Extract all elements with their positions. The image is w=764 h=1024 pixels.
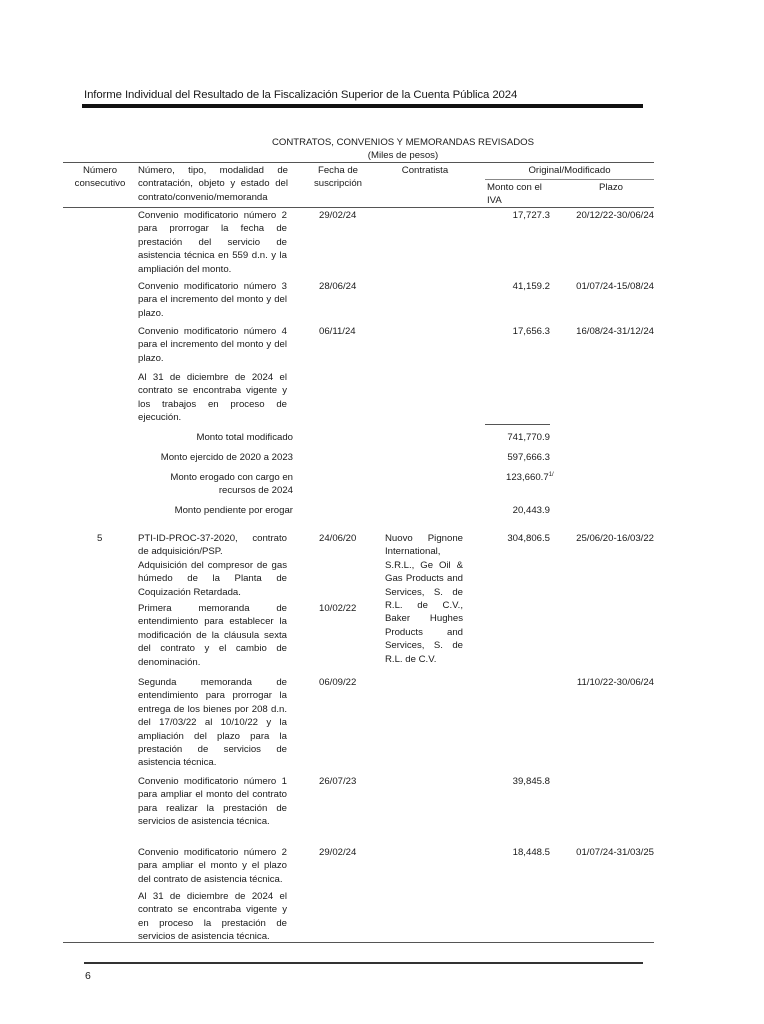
row-description: Segunda memoranda de entendimiento para prorrogar la entrega de los bienes por 208 d.n. del 17/03/22 al 10/10/22 y la ampliación del plazo para la prestación de servicios de asistencia técnica.: [138, 677, 287, 769]
column-header-fecha: Fecha de suscripción: [314, 165, 362, 190]
report-header-title: Informe Individual del Resultado de la Fiscalización Superior de la Cuenta Pública 2024: [84, 89, 518, 101]
row-plazo: 01/07/24-15/08/24: [576, 281, 654, 292]
row-monto: 17,656.3: [512, 326, 550, 337]
row-status-description: Al 31 de diciembre de 2024 el contrato se encontraba vigente y en proceso la prestación de servicios de asistencia técnica.: [138, 891, 287, 943]
summary-value: 123,660.7: [506, 472, 549, 483]
summary-value: 741,770.9: [507, 432, 550, 443]
row-monto: 304,806.5: [507, 533, 550, 544]
row-fecha: 24/06/20: [319, 533, 357, 544]
row-monto: 17,727.3: [512, 210, 550, 221]
row-plazo: 25/06/20-16/03/22: [576, 533, 654, 544]
summary-label: Monto total modificado: [196, 432, 293, 443]
row-monto: 18,448.5: [512, 847, 550, 858]
table-bottom-rule: [63, 942, 654, 943]
summary-label: Monto pendiente por erogar: [174, 505, 293, 516]
summary-value: 597,666.3: [507, 452, 550, 463]
sum-rule: [485, 424, 550, 425]
column-header-numero: Número consecutivo: [74, 165, 126, 190]
row-monto: 39,845.8: [512, 776, 550, 787]
footer-rule: [84, 962, 643, 964]
row-fecha: 28/06/24: [319, 281, 357, 292]
table-header-top-rule: [63, 162, 654, 163]
row-fecha: 10/02/22: [319, 603, 357, 614]
column-header-descripcion: Número, tipo, modalidad de contratación, objeto y estado del contrato/convenio/memoranda: [138, 165, 288, 203]
column-header-contratista: Contratista: [401, 165, 449, 176]
header-rule: [82, 104, 643, 108]
row-fecha: 29/02/24: [319, 847, 357, 858]
row-plazo: 11/10/22-30/06/24: [576, 677, 654, 688]
contract-number: 5: [97, 533, 103, 544]
summary-label: Monto ejercido de 2020 a 2023: [160, 452, 293, 463]
page-number: 6: [85, 970, 91, 982]
row-description-object: Adquisición del compresor de gas húmedo de la Planta de Coquización Retardada.: [138, 560, 287, 598]
row-fecha: 06/09/22: [319, 677, 357, 688]
summary-label: Monto erogado con cargo en recursos de 2024: [170, 472, 293, 497]
row-fecha: 29/02/24: [319, 210, 357, 221]
row-description: PTI-ID-PROC-37-2020, contrato de adquisición/PSP.: [138, 533, 287, 558]
column-header-plazo: Plazo: [599, 182, 623, 193]
row-description: Convenio modificatorio número 3 para el incremento del monto y del plazo.: [138, 281, 287, 319]
original-modificado-rule: [485, 179, 654, 180]
summary-value-with-note: [506, 471, 554, 484]
summary-value: 20,443.9: [512, 505, 550, 516]
row-description: Convenio modificatorio número 2 para ampliar el monto y el plazo del contrato de asistencia técnica.: [138, 847, 287, 885]
row-fecha: 06/11/24: [319, 326, 356, 337]
row-fecha: 26/07/23: [319, 776, 357, 787]
row-plazo: 01/07/24-31/03/25: [576, 847, 654, 858]
row-description: Convenio modificatorio número 2 para prorrogar la fecha de prestación del servicio de asistencia técnica en 559 d.n. y la ampliación del monto.: [138, 210, 287, 275]
row-description: Primera memoranda de entendimiento para establecer la modificación de la cláusula sexta del contrato y el cambio de denominación.: [138, 603, 287, 668]
row-plazo: 16/08/24-31/12/24: [576, 326, 654, 337]
table-header-bottom-rule: [63, 207, 654, 208]
footnote-marker: 1/: [548, 472, 554, 478]
row-description: Convenio modificatorio número 4 para el incremento del monto y del plazo.: [138, 326, 287, 364]
row-description: Convenio modificatorio número 1 para ampliar el monto del contrato para realizar la prestación de servicios de asistencia técnica.: [138, 776, 287, 828]
column-header-original-modificado: Original/Modificado: [528, 165, 611, 176]
table-subtitle: (Miles de pesos): [367, 150, 439, 161]
row-status-description: Al 31 de diciembre de 2024 el contrato se encontraba vigente y los trabajos en proceso de ejecución.: [138, 372, 287, 424]
table-title: CONTRATOS, CONVENIOS Y MEMORANDAS REVISADOS: [271, 137, 535, 148]
column-header-monto: Monto con el IVA: [487, 182, 542, 207]
contractor-name: Nuovo Pignone International, S.R.L., Ge Oil & Gas Products and Services, S. de R.L. de C.V., Baker Hughes Products and Services, S. de R.L. de C.V.: [385, 533, 463, 665]
row-plazo: 20/12/22-30/06/24: [576, 210, 654, 221]
row-monto: 41,159.2: [512, 281, 550, 292]
